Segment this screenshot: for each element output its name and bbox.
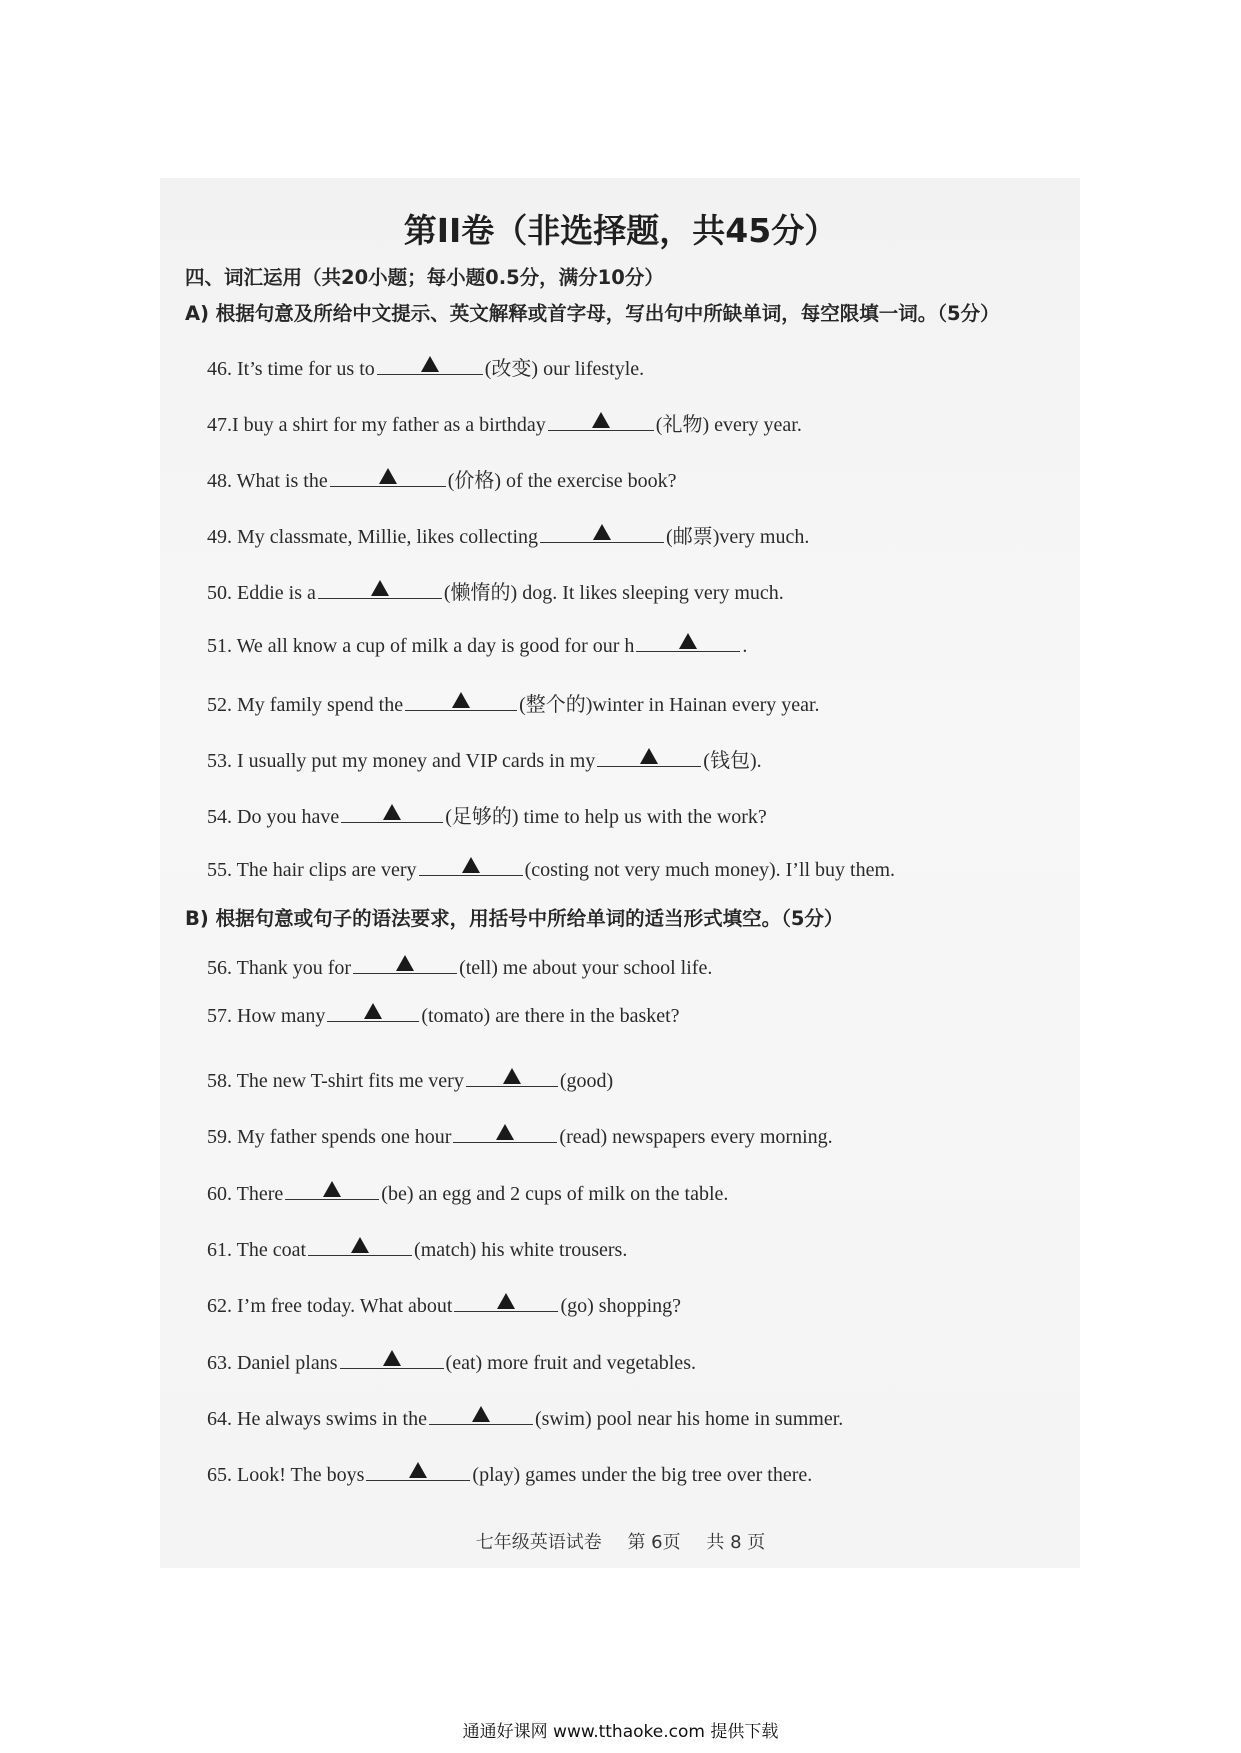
answer-blank[interactable] (341, 803, 443, 823)
answer-blank[interactable] (419, 856, 523, 876)
triangle-marker-icon (323, 1181, 341, 1197)
question-text: 56. Thank you for (207, 957, 352, 979)
triangle-marker-icon (379, 468, 397, 484)
question-text: 55. The hair clips are very (207, 859, 417, 881)
question-text: 54. Do you have (207, 806, 340, 828)
question-hint: (go) shopping? (560, 1295, 682, 1317)
question-item (207, 1180, 728, 1206)
answer-blank[interactable] (318, 579, 442, 599)
question-text: 57. How many (207, 1005, 326, 1027)
question-text: 46. It’s time for us to (207, 358, 375, 380)
question-text: 58. The new T-shirt fits me very (207, 1070, 464, 1092)
question-item (207, 954, 712, 980)
question-hint: (tell) me about your school life. (459, 957, 713, 979)
question-hint: . (742, 635, 748, 657)
question-hint: (play) games under the big tree over there. (472, 1464, 813, 1486)
answer-blank[interactable] (453, 1123, 557, 1143)
triangle-marker-icon (396, 955, 414, 971)
question-item (207, 352, 644, 381)
answer-blank[interactable] (340, 1349, 444, 1369)
question-hint: (tomato) are there in the basket? (421, 1005, 680, 1027)
question-hint: (match) his white trousers. (414, 1239, 628, 1261)
answer-blank[interactable] (540, 523, 664, 543)
triangle-marker-icon (383, 1350, 401, 1366)
question-item (207, 520, 809, 549)
question-item (207, 800, 767, 829)
triangle-marker-icon (383, 804, 401, 820)
triangle-marker-icon (364, 1003, 382, 1019)
question-hint: (read) newspapers every morning. (559, 1126, 833, 1148)
part-a-heading: A) 根据句意及所给中文提示、英文解释或首字母，写出句中所缺单词，每空限填一词。（5分） (185, 302, 1000, 325)
triangle-marker-icon (351, 1237, 369, 1253)
question-text: 47.I buy a shirt for my father as a birthday (207, 414, 546, 436)
question-hint: (礼物) every year. (655, 414, 802, 436)
question-item (207, 1123, 833, 1149)
answer-blank[interactable] (366, 1461, 470, 1481)
question-hint: (懒惰的) dog. It likes sleeping very much. (443, 582, 784, 604)
question-item (207, 1002, 680, 1028)
triangle-marker-icon (503, 1068, 521, 1084)
question-text: 50. Eddie is a (207, 582, 316, 604)
question-item (207, 1405, 843, 1431)
question-item (207, 408, 802, 437)
question-text: 52. My family spend the (207, 694, 404, 716)
question-item (207, 1349, 696, 1375)
question-item (207, 856, 895, 882)
footer-subject: 七年级英语试卷 (475, 1532, 602, 1553)
triangle-marker-icon (409, 1462, 427, 1478)
triangle-marker-icon (472, 1406, 490, 1422)
answer-blank[interactable] (636, 632, 740, 652)
answer-blank[interactable] (353, 954, 457, 974)
answer-blank[interactable] (377, 355, 483, 375)
question-text: 60. There (207, 1183, 284, 1205)
question-hint: (be) an egg and 2 cups of milk on the table. (381, 1183, 729, 1205)
answer-blank[interactable] (454, 1292, 558, 1312)
triangle-marker-icon (421, 356, 439, 372)
question-text: 61. The coat (207, 1239, 307, 1261)
triangle-marker-icon (496, 1124, 514, 1140)
question-item (207, 1292, 681, 1318)
question-hint: (价格) of the exercise book? (447, 470, 677, 492)
answer-blank[interactable] (429, 1405, 533, 1425)
triangle-marker-icon (497, 1293, 515, 1309)
answer-blank[interactable] (597, 747, 701, 767)
section-heading: 四、词汇运用（共20小题；每小题0.5分，满分10分） (185, 266, 664, 289)
question-hint: (钱包). (703, 750, 762, 772)
download-credit: 通通好课网 www.tthaoke.com 提供下载 (462, 1722, 779, 1742)
question-item (207, 1236, 627, 1262)
question-hint: (good) (559, 1070, 614, 1092)
triangle-marker-icon (452, 692, 470, 708)
answer-blank[interactable] (466, 1067, 558, 1087)
answer-blank[interactable] (330, 467, 446, 487)
question-item (207, 576, 784, 605)
triangle-marker-icon (371, 580, 389, 596)
triangle-marker-icon (462, 857, 480, 873)
question-item (207, 688, 820, 717)
question-hint: (邮票)very much. (666, 526, 810, 548)
answer-blank[interactable] (327, 1002, 419, 1022)
answer-blank[interactable] (308, 1236, 412, 1256)
question-hint: (eat) more fruit and vegetables. (445, 1352, 696, 1374)
page-footer (0, 1528, 1241, 1554)
answer-blank[interactable] (285, 1180, 379, 1200)
question-text: 64. He always swims in the (207, 1408, 427, 1430)
footer-page: 第 6页 (627, 1532, 681, 1553)
triangle-marker-icon (640, 748, 658, 764)
question-text: 51. We all know a cup of milk a day is good for our h (207, 635, 635, 657)
answer-blank[interactable] (405, 691, 517, 711)
answer-blank[interactable] (548, 411, 654, 431)
question-item (207, 632, 747, 658)
question-text: 53. I usually put my money and VIP cards in my (207, 750, 596, 772)
page-title: 第II卷（非选择题，共45分） (403, 211, 838, 250)
question-text: 63. Daniel plans (207, 1352, 338, 1374)
question-text: 65. Look! The boys (207, 1464, 365, 1486)
question-hint: (足够的) time to help us with the work? (445, 806, 767, 828)
question-text: 48. What is the (207, 470, 328, 492)
triangle-marker-icon (592, 412, 610, 428)
question-hint: (costing not very much money). I’ll buy them. (524, 859, 896, 881)
part-b-heading: B) 根据句意或句子的语法要求，用括号中所给单词的适当形式填空。（5分） (185, 907, 844, 930)
question-hint: (改变) our lifestyle. (484, 358, 645, 380)
triangle-marker-icon (679, 633, 697, 649)
question-text: 59. My father spends one hour (207, 1126, 452, 1148)
question-item (207, 1461, 812, 1487)
question-hint: (整个的)winter in Hainan every year. (519, 694, 820, 716)
question-hint: (swim) pool near his home in summer. (534, 1408, 844, 1430)
footer-total: 共 8 页 (706, 1532, 766, 1553)
question-item (207, 464, 677, 493)
question-text: 49. My classmate, Millie, likes collecting (207, 526, 539, 548)
question-item (207, 1067, 613, 1093)
question-text: 62. I’m free today. What about (207, 1295, 453, 1317)
triangle-marker-icon (593, 524, 611, 540)
question-item (207, 744, 762, 773)
